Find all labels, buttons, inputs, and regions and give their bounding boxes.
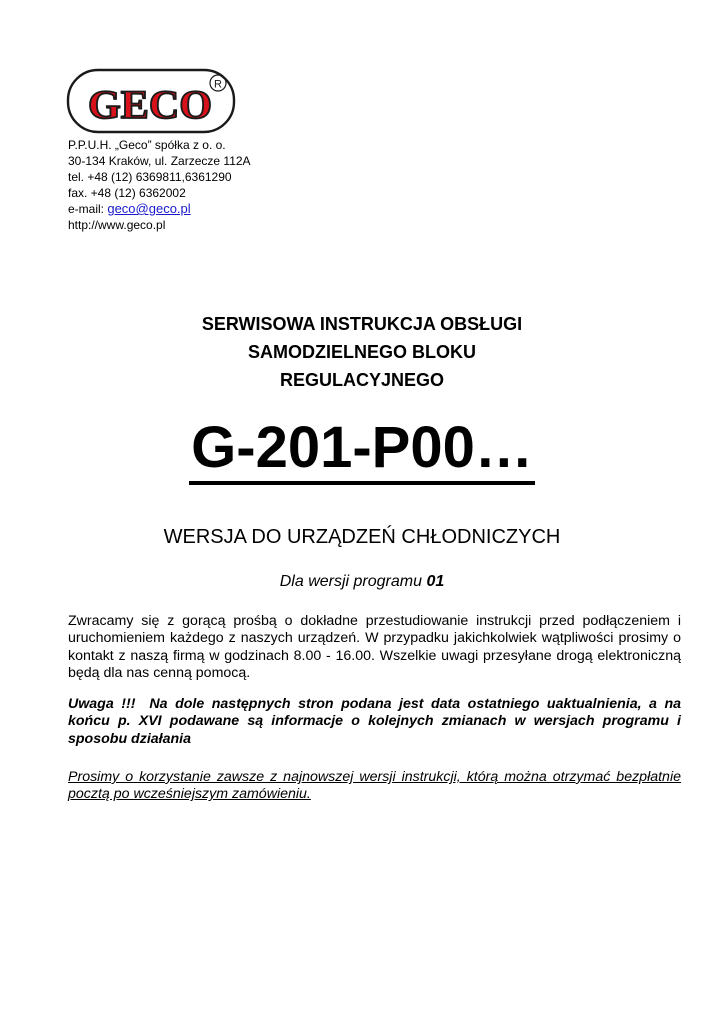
geco-logo-graphic	[66, 68, 240, 136]
warning-paragraph	[68, 696, 681, 748]
company-website: http://www.geco.pl	[68, 218, 166, 232]
geco-logo	[66, 68, 240, 136]
intro-paragraph: Zwracamy się z gorącą prośbą o dokładne przestudiowanie instrukcji przed podłączeniem i uruchomieniem każdego z naszych urządzeń. W przypadku jakichkolwiek wątpliwości prosimy o kontakt z naszą firmą w godzinach 8.00 - 16.00. Wszelkie uwagi przesyłane drogą elektroniczną będą dla nas cenną pomocą.	[68, 613, 681, 682]
model-heading	[0, 415, 724, 485]
title-line-2: SAMODZIELNEGO BLOKU	[248, 342, 476, 362]
company-fax: fax. +48 (12) 6362002	[68, 186, 186, 200]
title-line-3: REGULACYJNEGO	[279, 370, 445, 390]
program-version	[0, 572, 724, 592]
warning-label: Uwaga !!!	[68, 696, 136, 712]
company-email-row	[68, 201, 251, 217]
title-line-1: SERWISOWA INSTRUKCJA OBSŁUGI	[201, 314, 523, 334]
registered-mark: R	[214, 78, 222, 91]
company-phone: tel. +48 (12) 6369811,6361290	[68, 170, 232, 184]
email-link[interactable]: geco@geco.pl	[107, 201, 191, 216]
company-address: 30-134 Kraków, ul. Zarzecze 112A	[68, 154, 251, 168]
warning-text: Na dole następnych stron podana jest data ostatniego uaktualnienia, a na końcu p. XVI podawane są informacje o kolejnych zmianach w wersjach programu i sposobu działania	[68, 696, 681, 747]
logo-text: GECO	[88, 82, 212, 127]
email-label: e-mail:	[68, 202, 108, 216]
company-name: P.P.U.H. „Geco” spółka z o. o.	[68, 138, 226, 152]
contact-block	[68, 137, 251, 233]
version-subtitle: WERSJA DO URZĄDZEŃ CHŁODNICZYCH	[163, 526, 561, 548]
program-label: Dla wersji programu	[279, 573, 427, 590]
model-number: G-201-P00…	[189, 415, 535, 485]
note-paragraph: Prosimy o korzystanie zawsze z najnowszej wersji instrukcji, którą można otrzymać bezpłatnie pocztą po wcześniejszym zamówieniu.	[68, 769, 681, 803]
document-title	[0, 310, 724, 394]
program-number: 01	[426, 573, 445, 590]
